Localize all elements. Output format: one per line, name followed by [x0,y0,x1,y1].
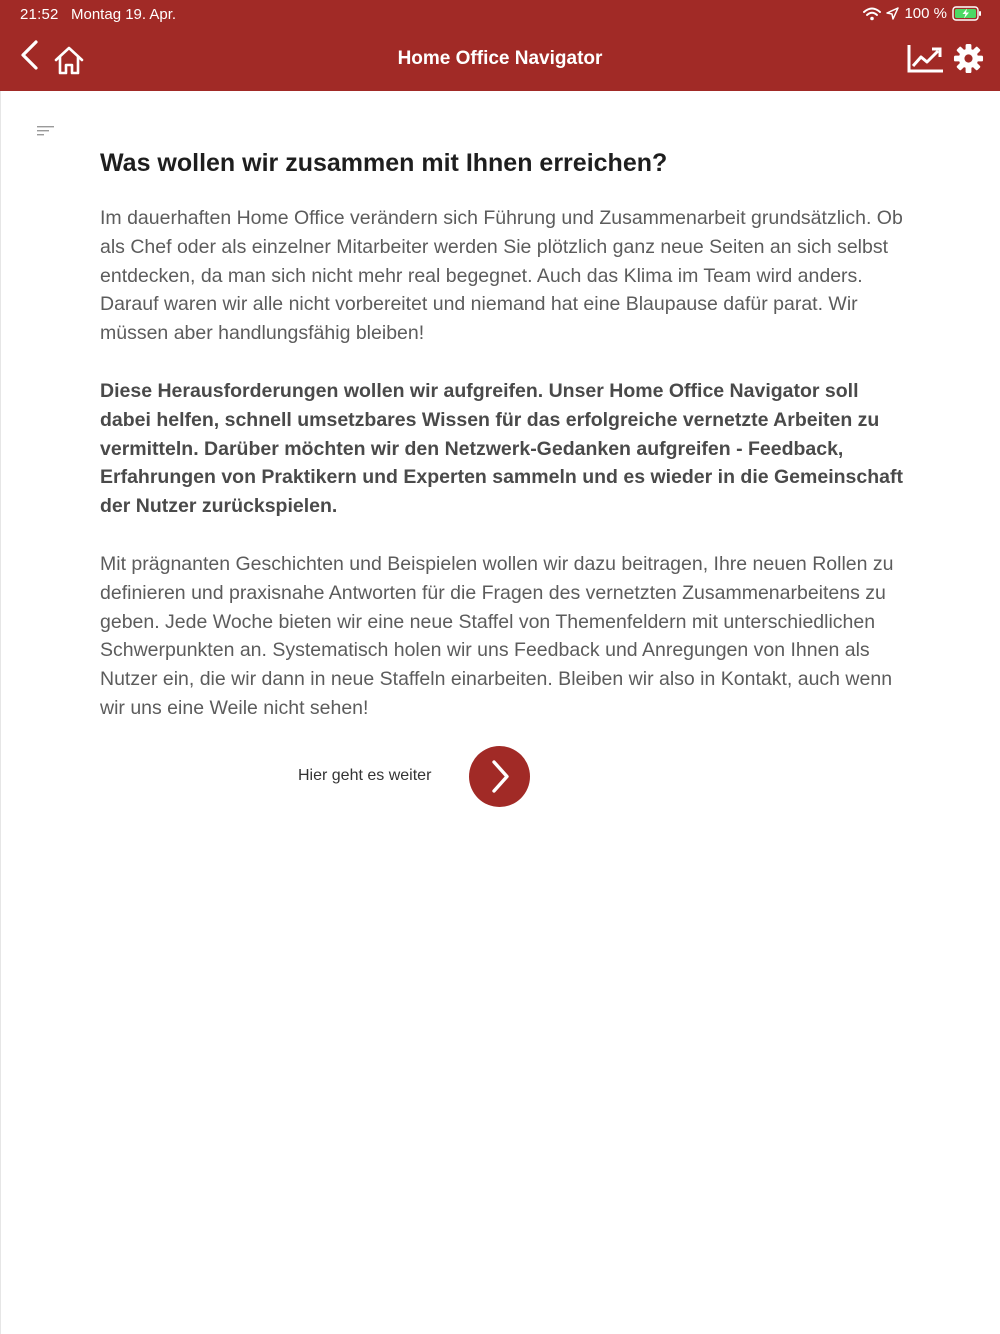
intro-paragraph: Im dauerhaften Home Office verändern sich Führung und Zusammenarbeit grundsätzlich. Ob als Chef oder als einzelner Mitarbeiter werden Sie plötzlich ganz neue Seiten an sich selbst entdecken, da man sich nicht mehr real begegnet. Auch das Klima im Team wird anders. Darauf waren wir alle nicht vorbereitet und niemand hat eine Blaupause dafür parat. Wir müssen aber handlungsfähig bleiben! [100,207,903,345]
highlight-paragraph: Diese Herausforderungen wollen wir aufgreifen. Unser Home Office Navigator soll dabei helfen, schnell umsetzbares Wissen für das erfolgreiche vernetzte Arbeiten zu vermitteln. Darüber möchten wir den Netzwerk-Gedanken aufgreifen - Feedback, Erfahrungen von Praktikern und Experten sammeln und es wieder in die Gemeinschaft der Nutzer zurückspielen. [100,379,903,518]
battery-charging-icon [952,6,982,21]
location-arrow-icon [886,7,899,20]
app-header [0,0,1000,91]
chevron-left-icon[interactable] [14,38,46,74]
main-content [100,144,910,723]
page-title: Was wollen wir zusammen mit Ihnen erreichen? [100,149,668,177]
continue-label: Hier geht es weiter [298,767,432,784]
status-date: Montag 19. Apr. [71,6,177,23]
page-header-title: Home Office Navigator [397,48,603,69]
home-icon[interactable] [52,43,86,77]
continue-button[interactable] [469,746,530,807]
continue-row [0,746,1000,808]
gear-icon[interactable] [953,43,984,74]
details-paragraph: Mit prägnanten Geschichten und Beispielen wollen wir dazu beitragen, Ihre neuen Rollen zu definieren und praxisnahe Antworten für die Fragen des vernetzten Zusammenarbeitens zu geben. Jede Woche bieten wir eine neue Staffel von Themenfeldern mit unterschiedlichen Schwerpunkten an. Systematisch holen wir uns Feedback und Anregungen von Ihnen als Nutzer ein, die wir dann in neue Staffeln einarbeiten. Bleiben wir also in Kontakt, auch wenn wir uns eine Weile nicht sehen! [100,552,894,719]
chart-line-icon[interactable] [906,42,946,74]
menu-lines-icon[interactable] [37,124,55,138]
status-indicators [863,5,982,22]
wifi-icon [863,7,881,21]
status-time: 21:52 [20,6,59,23]
chevron-right-icon [469,746,530,807]
battery-percent: 100 % [904,5,947,22]
content-divider [0,91,1,1334]
